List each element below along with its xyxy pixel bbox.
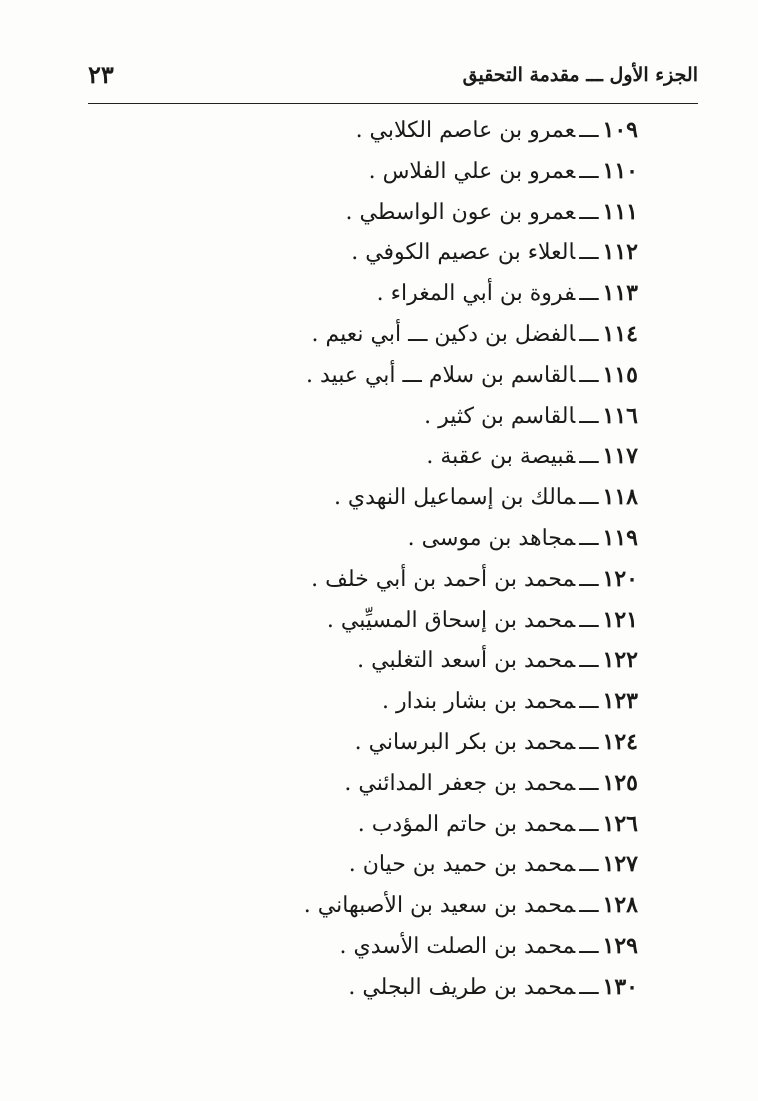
entry-separator: ـــ: [579, 158, 599, 184]
list-item: [118, 151, 638, 192]
list-item: [118, 885, 638, 926]
entry-name: محمد بن أسعد التغلبي .: [357, 648, 576, 674]
list-item: [118, 600, 638, 641]
entry-name: محمد بن سعيد بن الأصبهاني .: [303, 893, 576, 919]
entry-number: ١٢٩: [602, 932, 638, 959]
running-header: [88, 58, 698, 100]
entry-name: عمرو بن عاصم الكلابي .: [355, 118, 576, 143]
entry-number: ١١٤: [602, 320, 638, 347]
entry-name: محمد بن الصلت الأسدي .: [339, 933, 576, 959]
list-item: [118, 763, 638, 804]
entry-number: ١٢٤: [602, 728, 638, 755]
entry-name: العلاء بن عصيم الكوفي .: [351, 240, 576, 266]
list-item: [118, 436, 638, 477]
entry-number: ١١٧: [602, 443, 638, 470]
entry-number: ١٢٢: [602, 647, 638, 674]
list-item: [118, 559, 638, 600]
list-item: [118, 477, 638, 518]
entry-separator: ـــ: [579, 933, 599, 959]
entry-number: ١٢٨: [602, 892, 638, 919]
list-item: [118, 192, 638, 233]
entry-number: ١١٨: [602, 484, 638, 511]
running-header-title: الجزء الأول ـــ مقدمة التحقيق: [462, 64, 698, 86]
entry-separator: ـــ: [579, 321, 599, 347]
entry-name: محمد بن إسحاق المسيِّبي .: [326, 607, 576, 633]
list-item: [118, 314, 638, 355]
entry-number: ١٢٥: [602, 769, 638, 796]
list-item: [118, 110, 638, 151]
entry-name: مجاهد بن موسى .: [407, 525, 576, 551]
entry-number: ١٢٧: [602, 851, 638, 878]
entry-name: قبيصة بن عقبة .: [426, 444, 576, 470]
entry-separator: ـــ: [579, 118, 599, 143]
entry-separator: ـــ: [579, 281, 599, 307]
entry-name: محمد بن بشار بندار .: [382, 689, 576, 715]
entry-separator: ـــ: [579, 648, 599, 674]
entry-number: ١٢١: [602, 606, 638, 633]
entry-separator: ـــ: [579, 974, 599, 1000]
entry-separator: ـــ: [579, 729, 599, 755]
list-item: [118, 681, 638, 722]
entry-number: ١٠٩: [602, 117, 638, 143]
header-divider: [88, 103, 698, 104]
entry-separator: ـــ: [579, 607, 599, 633]
entry-number: ١٢٣: [602, 688, 638, 715]
list-item: [118, 640, 638, 681]
list-item: [118, 722, 638, 763]
entry-name: فروة بن أبي المغراء .: [376, 281, 576, 307]
entry-name: محمد بن بكر البرساني .: [354, 729, 576, 755]
entry-separator: ـــ: [579, 811, 599, 837]
entry-separator: ـــ: [579, 852, 599, 878]
entry-name: محمد بن جعفر المدائني .: [344, 770, 576, 796]
entry-name: محمد بن حميد بن حيان .: [348, 852, 576, 878]
entry-name: عمرو بن عون الواسطي .: [345, 199, 576, 225]
entry-number: ١١٩: [602, 524, 638, 551]
list-item: [118, 804, 638, 845]
entry-name: محمد بن أحمد بن أبي خلف .: [311, 566, 576, 592]
entry-separator: ـــ: [579, 893, 599, 919]
entry-number: ١١٥: [602, 361, 638, 388]
entry-separator: ـــ: [579, 240, 599, 266]
entry-number: ١٢٦: [602, 810, 638, 837]
entry-name: محمد بن حاتم المؤدب .: [357, 811, 576, 837]
page-number: ٢٣: [88, 60, 114, 89]
entry-number: ١١٦: [602, 402, 638, 429]
list-item: [118, 967, 638, 1008]
entry-number: ١٢٠: [602, 565, 638, 592]
list-item: [118, 273, 638, 314]
entry-name: محمد بن طريف البجلي .: [348, 974, 576, 1000]
entry-separator: ـــ: [579, 566, 599, 592]
entry-name: الفضل بن دكين ـــ أبي نعيم .: [311, 321, 576, 347]
list-item: [118, 355, 638, 396]
entry-separator: ـــ: [579, 444, 599, 470]
entry-name: القاسم بن سلام ـــ أبي عبيد .: [306, 362, 576, 388]
entry-separator: ـــ: [579, 199, 599, 225]
entry-number: ١١٣: [602, 280, 638, 307]
list-item: [118, 926, 638, 967]
entry-number: ١٣٠: [602, 973, 638, 1000]
list-item: [118, 396, 638, 437]
entry-separator: ـــ: [579, 525, 599, 551]
entry-name: عمرو بن علي الفلاس .: [368, 158, 576, 184]
entry-number: ١١٠: [602, 157, 638, 184]
entry-separator: ـــ: [579, 362, 599, 388]
list-item: [118, 844, 638, 885]
entry-separator: ـــ: [579, 485, 599, 511]
entry-number: ١١١: [602, 198, 638, 225]
entry-name: مالك بن إسماعيل النهدي .: [333, 485, 576, 511]
list-item: [118, 518, 638, 559]
entry-number: ١١٢: [602, 239, 638, 266]
entry-separator: ـــ: [579, 403, 599, 429]
entry-separator: ـــ: [579, 689, 599, 715]
entry-name: القاسم بن كثير .: [424, 403, 576, 429]
list-item: [118, 232, 638, 273]
entry-separator: ـــ: [579, 770, 599, 796]
narrator-list: [118, 110, 638, 1008]
